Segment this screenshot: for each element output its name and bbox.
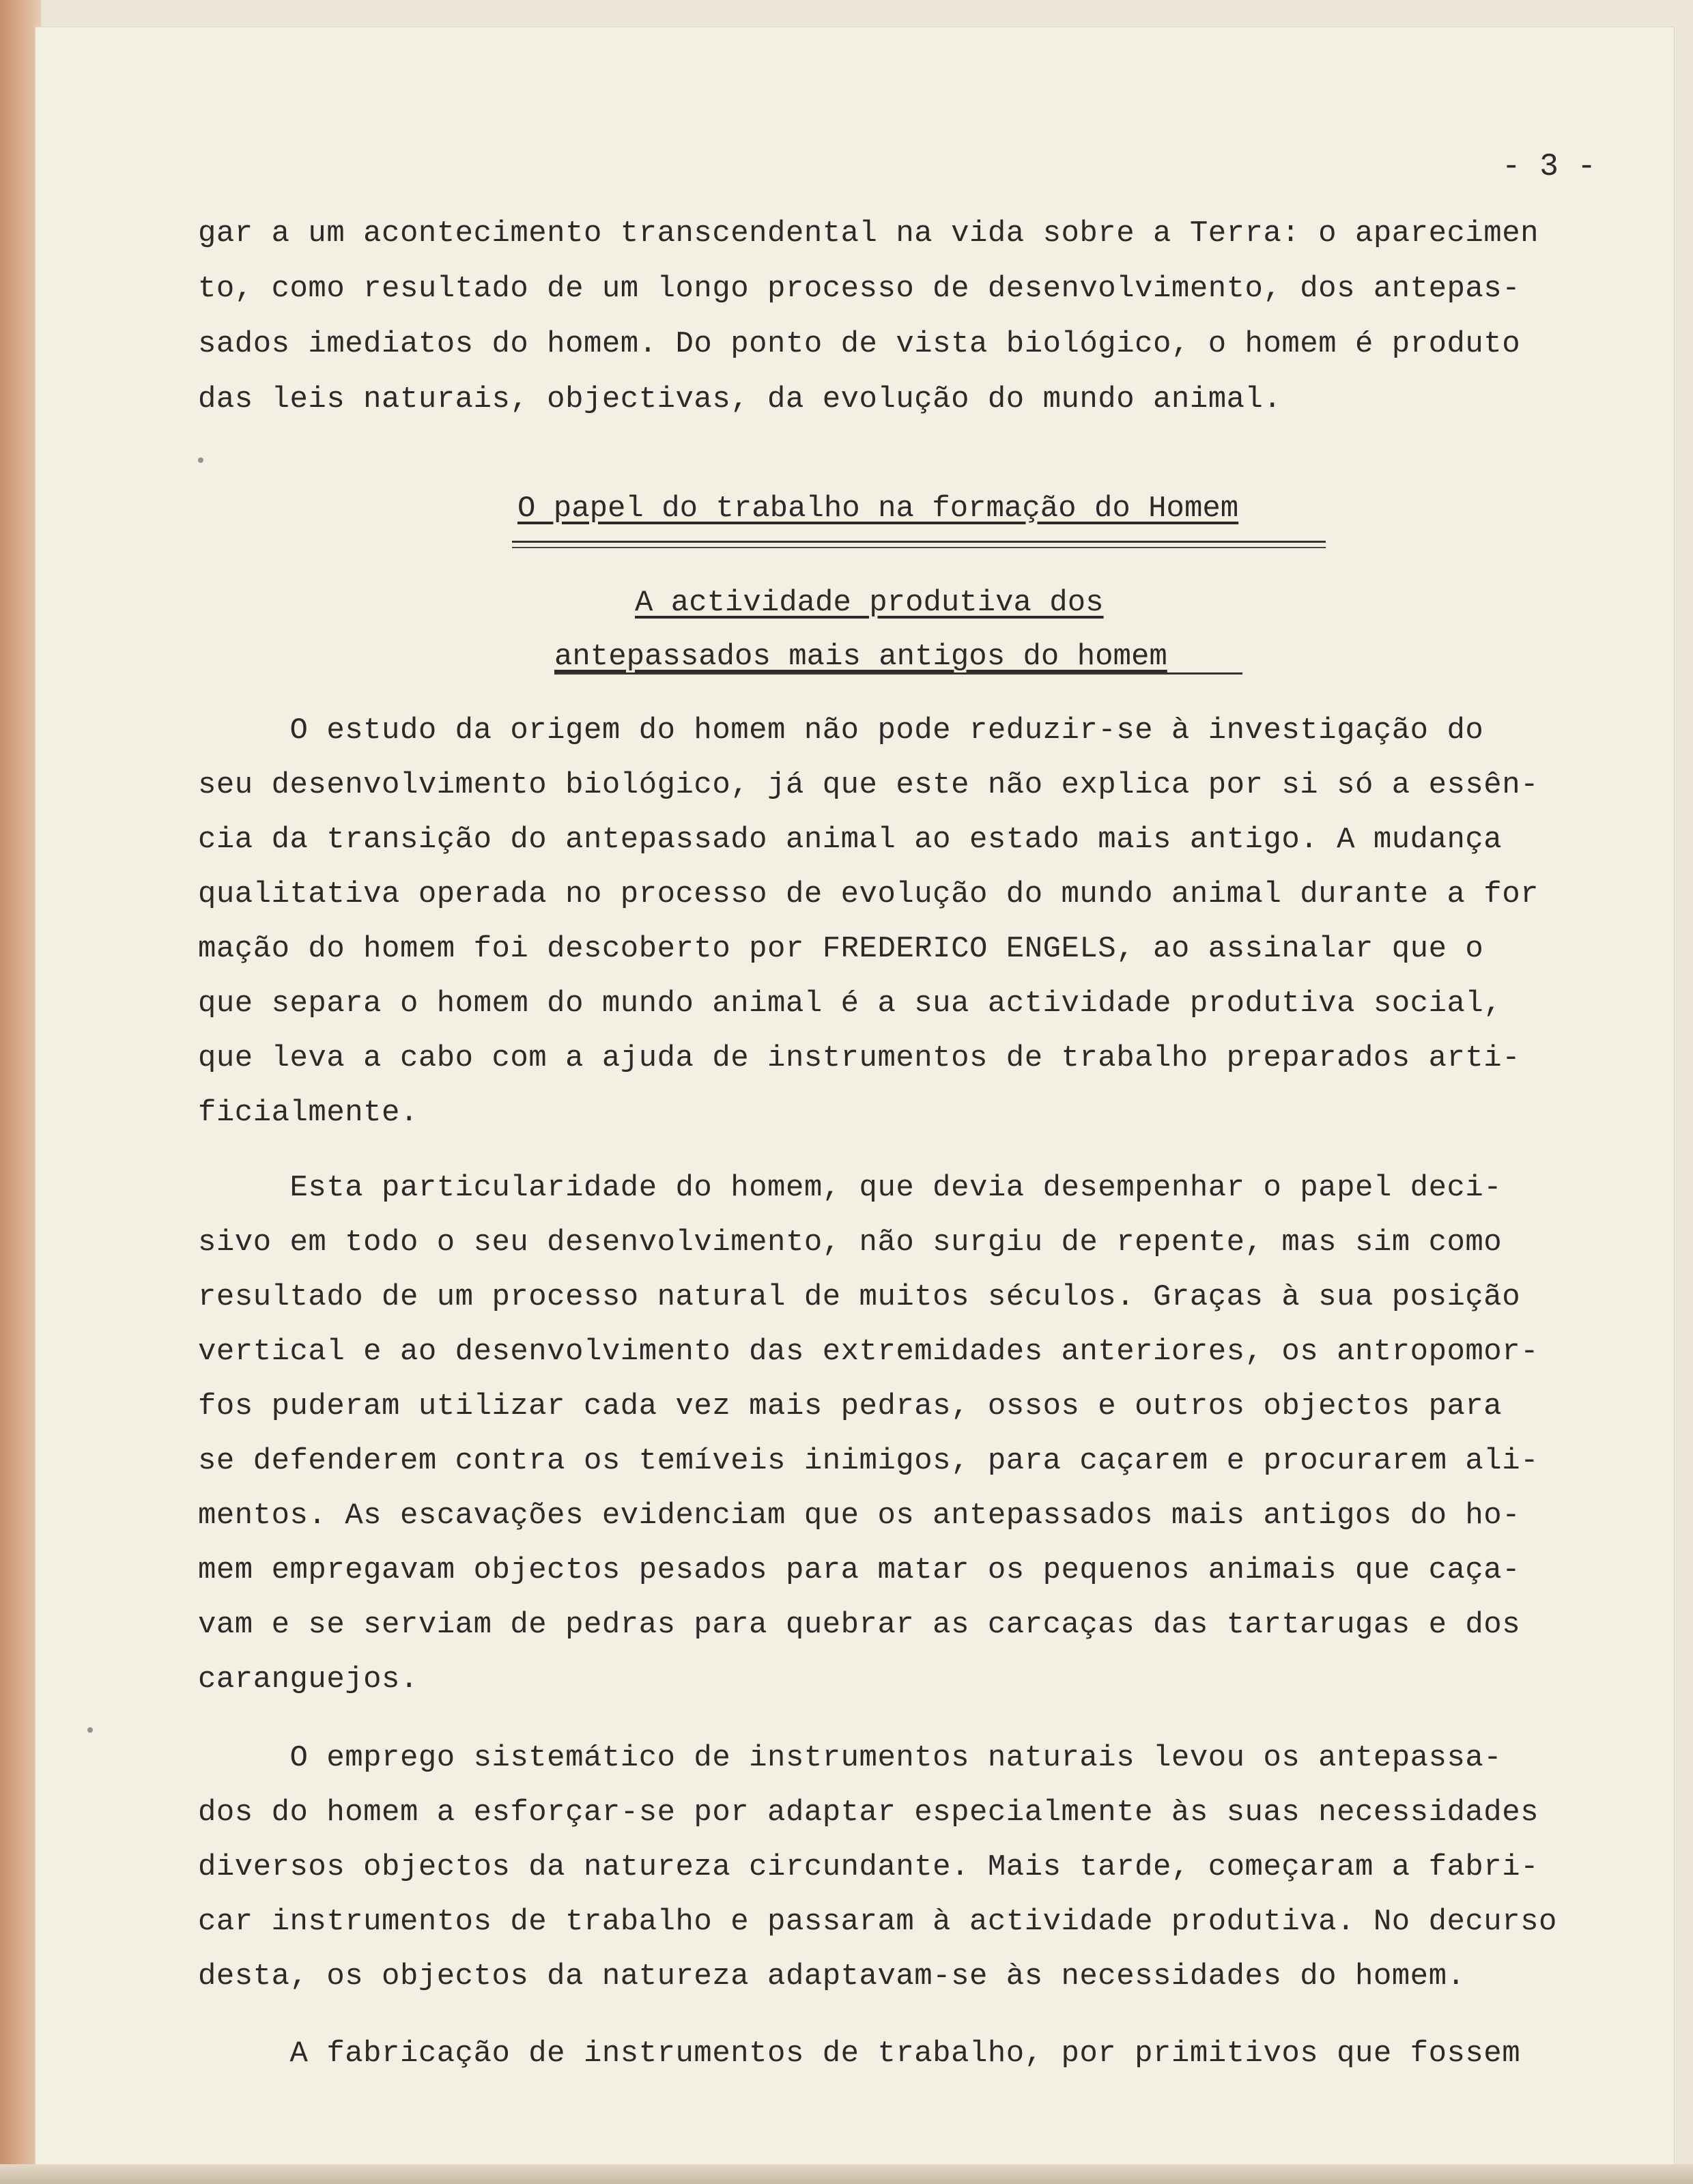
section-title-double-rule	[512, 541, 1326, 548]
page-bottom-edge	[0, 2164, 1693, 2184]
paragraph1-line-5: mação do homem foi descoberto por FREDERICO ENGELS, ao assinalar que o	[198, 932, 1484, 966]
paragraph3-line-1: O emprego sistemático de instrumentos naturais levou os antepassa-	[198, 1741, 1503, 1775]
paragraph2-line-9: vam e se serviam de pedras para quebrar as carcaças das tartarugas e dos	[198, 1608, 1521, 1642]
paragraph3-line-4: car instrumentos de trabalho e passaram à actividade produtiva. No decurso	[198, 1905, 1557, 1939]
paragraph4-line-1: A fabricação de instrumentos de trabalho, por primitivos que fossem	[198, 2037, 1521, 2071]
paragraph2-line-6: se defenderem contra os temíveis inimigos, para caçarem e procurarem ali-	[198, 1444, 1539, 1478]
paragraph2-line-5: fos puderam utilizar cada vez mais pedras, ossos e outros objectos para	[198, 1389, 1503, 1423]
paragraph2-line-4: vertical e ao desenvolvimento das extremidades anteriores, os antropomor-	[198, 1335, 1539, 1369]
paragraph1-line-8: ficialmente.	[198, 1096, 418, 1130]
paragraph2-line-2: sivo em todo o seu desenvolvimento, não surgiu de repente, mas sim como	[198, 1225, 1503, 1260]
paragraph3-line-2: dos do homem a esforçar-se por adaptar especialmente às suas necessidades	[198, 1796, 1539, 1830]
subsection-title-line-1: A actividade produtiva dos	[635, 586, 1104, 620]
section-title: O papel do trabalho na formação do Homem	[517, 492, 1239, 526]
paragraph2-line-1: Esta particularidade do homem, que devia desempenhar o papel deci-	[198, 1171, 1503, 1205]
paragraph1-line-6: que separa o homem do mundo animal é a sua actividade produtiva social,	[198, 987, 1503, 1021]
paragraph1-line-2: seu desenvolvimento biológico, já que este não explica por si só a essên-	[198, 768, 1539, 802]
paragraph2-line-7: mentos. As escavações evidenciam que os antepassados mais antigos do ho-	[198, 1499, 1521, 1533]
paragraph3-line-5: desta, os objectos da natureza adaptavam-se às necessidades do homem.	[198, 1959, 1466, 1994]
paper-speck	[87, 1727, 93, 1733]
paragraph1-line-4: qualitativa operada no processo de evolução do mundo animal durante a for	[198, 877, 1539, 911]
paragraph2-line-10: caranguejos.	[198, 1662, 418, 1697]
paper-speck	[198, 457, 203, 463]
intro-line-1: gar a um acontecimento transcendental na vida sobre a Terra: o aparecimen	[198, 216, 1539, 251]
subsection-title-line-2: antepassados mais antigos do homem	[554, 640, 1167, 674]
paragraph1-line-1: O estudo da origem do homem não pode reduzir-se à investigação do	[198, 713, 1484, 748]
paragraph2-line-8: mem empregavam objectos pesados para matar os pequenos animais que caça-	[198, 1553, 1521, 1587]
paragraph2-line-3: resultado de um processo natural de muitos séculos. Graças à sua posição	[198, 1280, 1521, 1314]
intro-line-4: das leis naturais, objectivas, da evolução do mundo animal.	[198, 382, 1282, 416]
page-binding-edge	[0, 0, 41, 2184]
intro-line-2: to, como resultado de um longo processo de desenvolvimento, dos antepas-	[198, 272, 1521, 306]
paragraph1-line-7: que leva a cabo com a ajuda de instrumentos de trabalho preparados arti-	[198, 1041, 1521, 1075]
paragraph1-line-3: cia da transição do antepassado animal ao estado mais antigo. A mudança	[198, 823, 1503, 857]
page-number: - 3 -	[1502, 149, 1597, 184]
intro-line-3: sados imediatos do homem. Do ponto de vista biológico, o homem é produto	[198, 327, 1521, 361]
subsection-title-rule	[554, 672, 1242, 675]
paragraph3-line-3: diversos objectos da natureza circundante. Mais tarde, começaram a fabri-	[198, 1850, 1539, 1884]
